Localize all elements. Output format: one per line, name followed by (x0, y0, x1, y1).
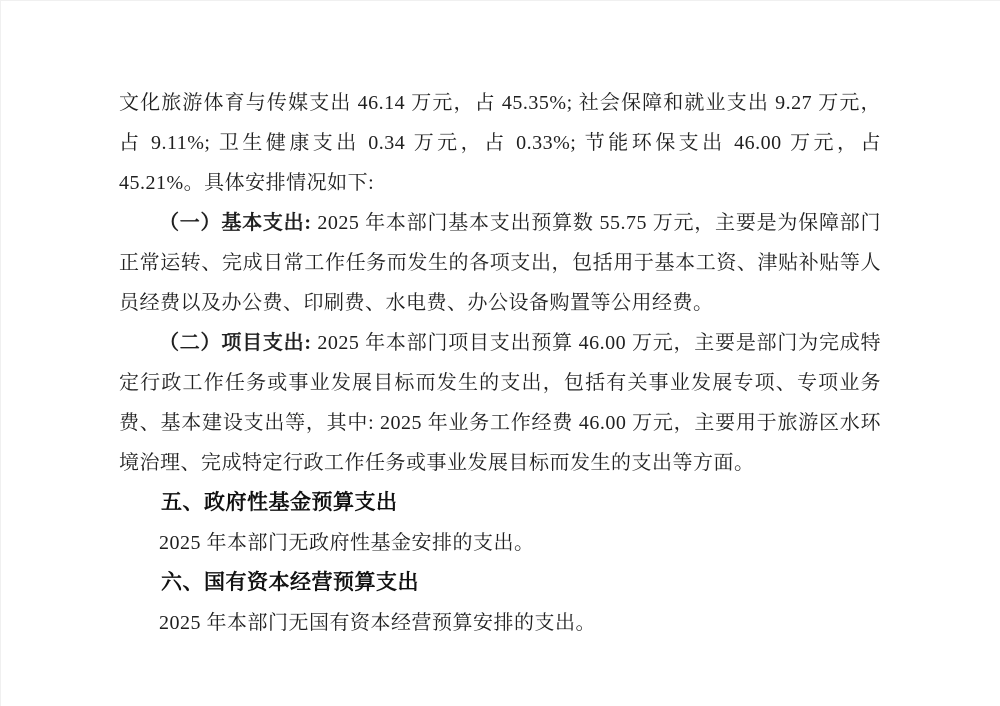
paragraph-state-capital-note (119, 603, 881, 643)
document-content (119, 83, 881, 643)
paragraph-project-expenditure (119, 323, 881, 483)
paragraph-lead-label: （二）项目支出: (159, 332, 312, 354)
paragraph-text: 2025 年本部门项目支出预算 46.00 万元，主要是部门为完成特定行政工作任务或事业发展目标而发生的支出，包括有关事业发展专项、专项业务费、基本建设支出等，其中: 2025 年业务工作经费 46.00 万元，主要用于旅游区水环境治理、完成特定行政工作任务或事业发展目标而发生的支出等方面。 (119, 332, 881, 474)
paragraph-basic-expenditure (119, 203, 881, 323)
paragraph-text: 2025 年本部门无国有资本经营预算安排的支出。 (159, 612, 596, 634)
section-heading-state-capital-budget: 六、国有资本经营预算支出 (161, 571, 419, 594)
paragraph-government-fund-note (119, 523, 881, 563)
paragraph-expenditure-breakdown (119, 83, 881, 203)
section-heading-government-fund-budget: 五、政府性基金预算支出 (161, 491, 398, 514)
paragraph-lead-label: （一）基本支出: (159, 212, 312, 234)
paragraph-text: 2025 年本部门无政府性基金安排的支出。 (159, 532, 535, 554)
paragraph-text: 2025 年本部门基本支出预算数 55.75 万元，主要是为保障部门正常运转、完成日常工作任务而发生的各项支出，包括用于基本工资、津贴补贴等人员经费以及办公费、印刷费、水电费、办公设备购置等公用经费。 (119, 212, 881, 314)
paragraph-text: 文化旅游体育与传媒支出 46.14 万元，占 45.35%; 社会保障和就业支出 9.27 万元，占 9.11%; 卫生健康支出 0.34 万元，占 0.33%; 节能环保支出 46.00 万元，占 45.21%。具体安排情况如下: (119, 92, 881, 194)
